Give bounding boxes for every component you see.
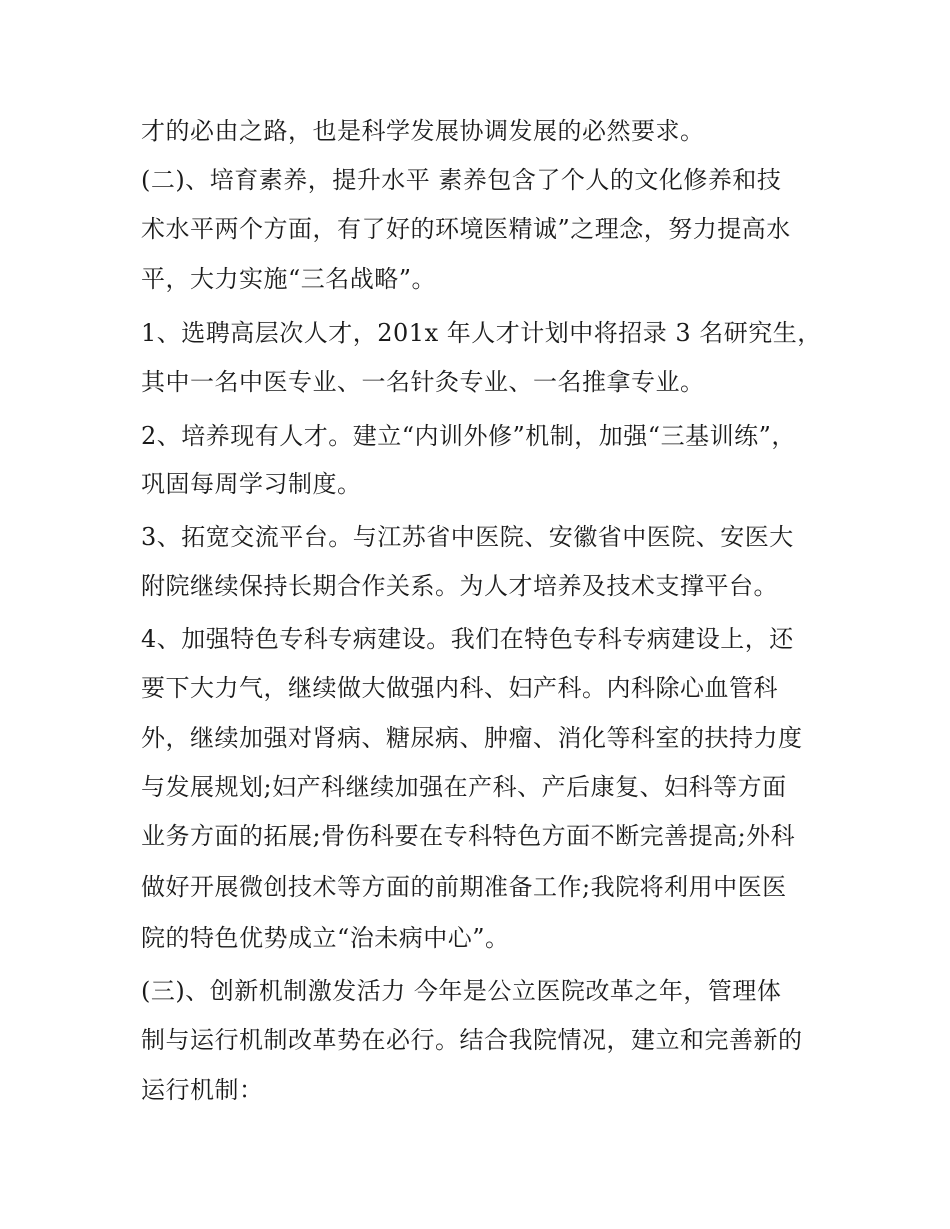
text-line: 4、加强特色专科专病建设。我们在特色专科专病建设上，还: [141, 625, 794, 653]
text-line: 平，大力实施“三名战略”。: [141, 265, 437, 293]
text-line: 3、拓宽交流平台。与江苏省中医院、安徽省中医院、安医大: [141, 523, 794, 551]
text-line: 制与运行机制改革势在必行。结合我院情况，建立和完善新的: [141, 1026, 803, 1054]
text-line: 运行机制：: [141, 1076, 264, 1104]
text-line: 要下大力气，继续做大做强内科、妇产科。内科除心血管科: [141, 674, 778, 702]
text-line: 才的必由之路，也是科学发展协调发展的必然要求。: [141, 117, 705, 145]
text-line: 院的特色优势成立“治未病中心”。: [141, 924, 510, 952]
text-line: 做好开展微创技术等方面的前期准备工作;我院将利用中医医: [141, 873, 787, 901]
text-line: 巩固每周学习制度。: [141, 470, 362, 498]
text-line: 1、选聘高层次人才，201x 年人才计划中将招录 3 名研究生，: [141, 319, 822, 347]
text-line: (二)、培育素养，提升水平 素养包含了个人的文化修养和技: [141, 166, 782, 194]
text-line: 其中一名中医专业、一名针灸专业、一名推拿专业。: [141, 368, 705, 396]
text-line: 业务方面的拓展;骨伤科要在专科特色方面不断完善提高;外科: [141, 822, 796, 850]
text-line: 外，继续加强对肾病、糖尿病、肿瘤、消化等科室的扶持力度: [141, 724, 803, 752]
text-line: (三)、创新机制激发活力 今年是公立医院改革之年，管理体: [141, 977, 782, 1005]
text-line: 术水平两个方面，有了好的环境医精诚”之理念，努力提高水: [141, 215, 791, 243]
text-line: 与发展规划;妇产科继续加强在产科、产后康复、妇科等方面: [141, 773, 787, 801]
text-line: 2、培养现有人才。建立“内训外修”机制，加强“三基训练”，: [141, 422, 796, 450]
text-line: 附院继续保持长期合作关系。为人才培养及技术支撑平台。: [141, 572, 778, 600]
